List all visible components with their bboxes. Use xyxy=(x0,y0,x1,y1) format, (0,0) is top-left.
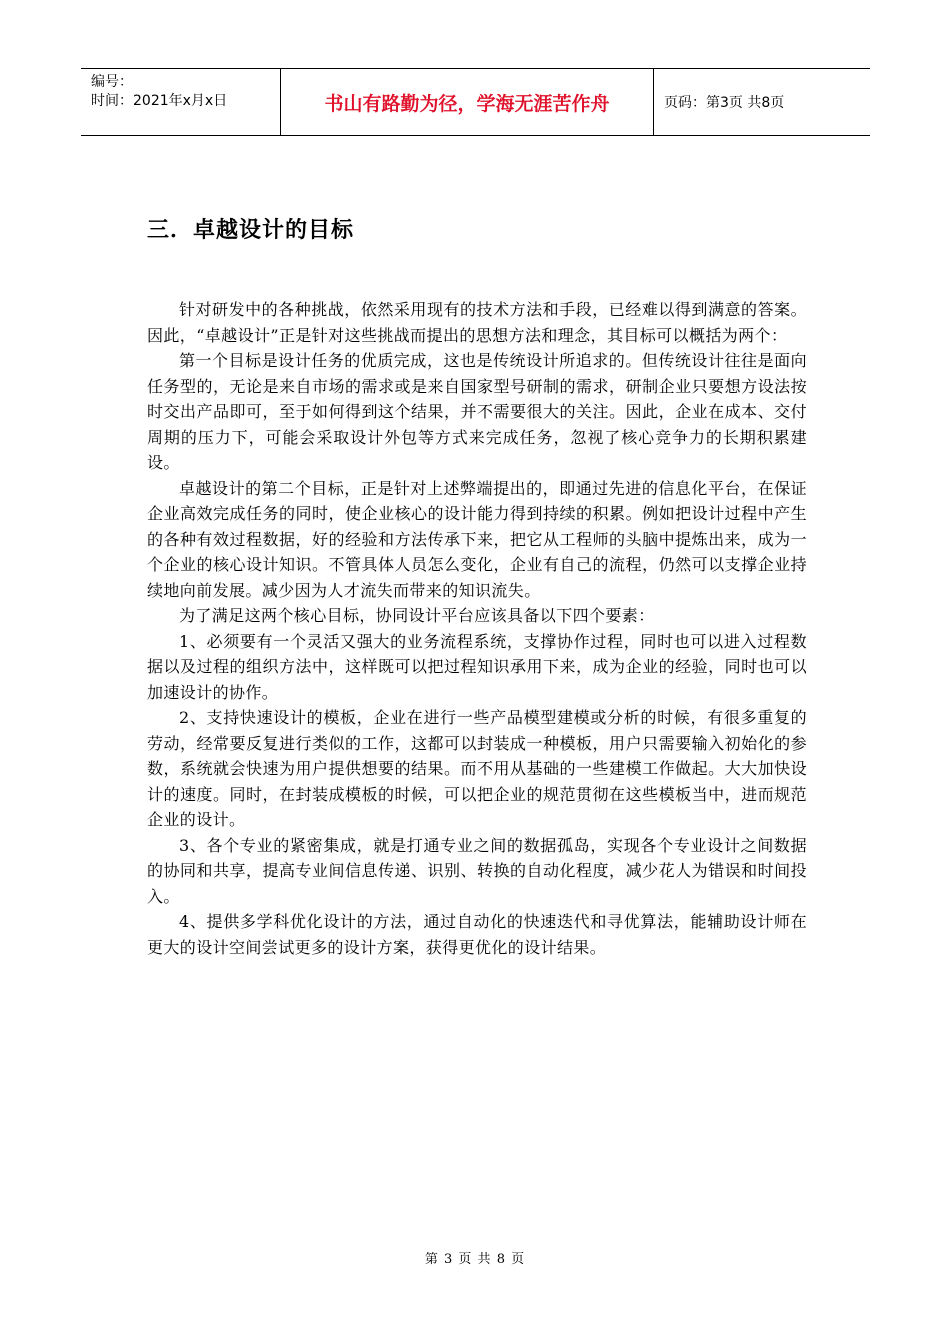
document-number-label: 编号： xyxy=(91,74,133,90)
paragraph: 3、各个专业的紧密集成，就是打通专业之间的数据孤岛，实现各个专业设计之间数据的协同和共享，提高专业间信息传递、识别、转换的自动化程度，减少花人为错误和时间投入。 xyxy=(147,835,807,906)
paragraph: 为了满足这两个核心目标，协同设计平台应该具备以下四个要素： xyxy=(179,606,655,625)
page-footer: 第 3 页 共 8 页 xyxy=(424,1252,526,1267)
body-text xyxy=(147,297,807,960)
paragraph: 2、支持快速设计的模板，企业在进行一些产品模型建模或分析的时候，有很多重复的劳动，经常要反复进行类似的工作，这都可以封装成一种模板，用户只需要输入初始化的参数，系统就会快速为用户提供想要的结果。而不用从基础的一些建模工作做起。大大加快设计的速度。同时，在封装成模板的时候，可以把企业的规范贯彻在这些模板当中，进而规范企业的设计。 xyxy=(147,708,807,829)
paragraph: 1、必须要有一个灵活又强大的业务流程系统，支撑协作过程，同时也可以进入过程数据以及过程的组织方法中，这样既可以把过程知识承用下来，成为企业的经验，同时也可以加速设计的协作。 xyxy=(147,631,807,702)
paragraph: 4、提供多学科优化设计的方法，通过自动化的快速迭代和寻优算法，能辅助设计师在更大的设计空间尝试更多的设计方案，获得更优化的设计结果。 xyxy=(147,912,807,957)
paragraph: 第一个目标是设计任务的优质完成，这也是传统设计所追求的。但传统设计往往是面向任务型的，无论是来自市场的需求或是来自国家型号研制的需求，研制企业只要想方设法按时交出产品即可，至于如何得到这个结果，并不需要很大的关注。因此，企业在成本、交付周期的压力下，可能会采取设计外包等方式来完成任务，忽视了核心竞争力的长期积累建设。 xyxy=(147,351,807,472)
header-motto: 书山有路勤为径，学海无涯苦作舟 xyxy=(281,69,654,135)
header-page-info: 页码：第3页 共8页 xyxy=(664,95,785,111)
header-meta xyxy=(81,69,281,135)
paragraph: 针对研发中的各种挑战，依然采用现有的技术方法和手段，已经难以得到满意的答案。因此，“卓越设计”正是针对这些挑战而提出的思想方法和理念，其目标可以概括为两个： xyxy=(147,300,807,345)
paragraph: 卓越设计的第二个目标，正是针对上述弊端提出的，即通过先进的信息化平台，在保证企业高效完成任务的同时，使企业核心的设计能力得到持续的积累。例如把设计过程中产生的各种有效过程数据，好的经验和方法传承下来，把它从工程师的头脑中提炼出来，成为一个企业的核心设计知识。不管具体人员怎么变化，企业有自己的流程，仍然可以支撑企业持续地向前发展。减少因为人才流失而带来的知识流失。 xyxy=(147,478,807,600)
document-header xyxy=(81,68,870,136)
section-title: 三．卓越设计的目标 xyxy=(147,218,355,243)
document-time-label: 时间：2021年x月x日 xyxy=(91,93,228,109)
